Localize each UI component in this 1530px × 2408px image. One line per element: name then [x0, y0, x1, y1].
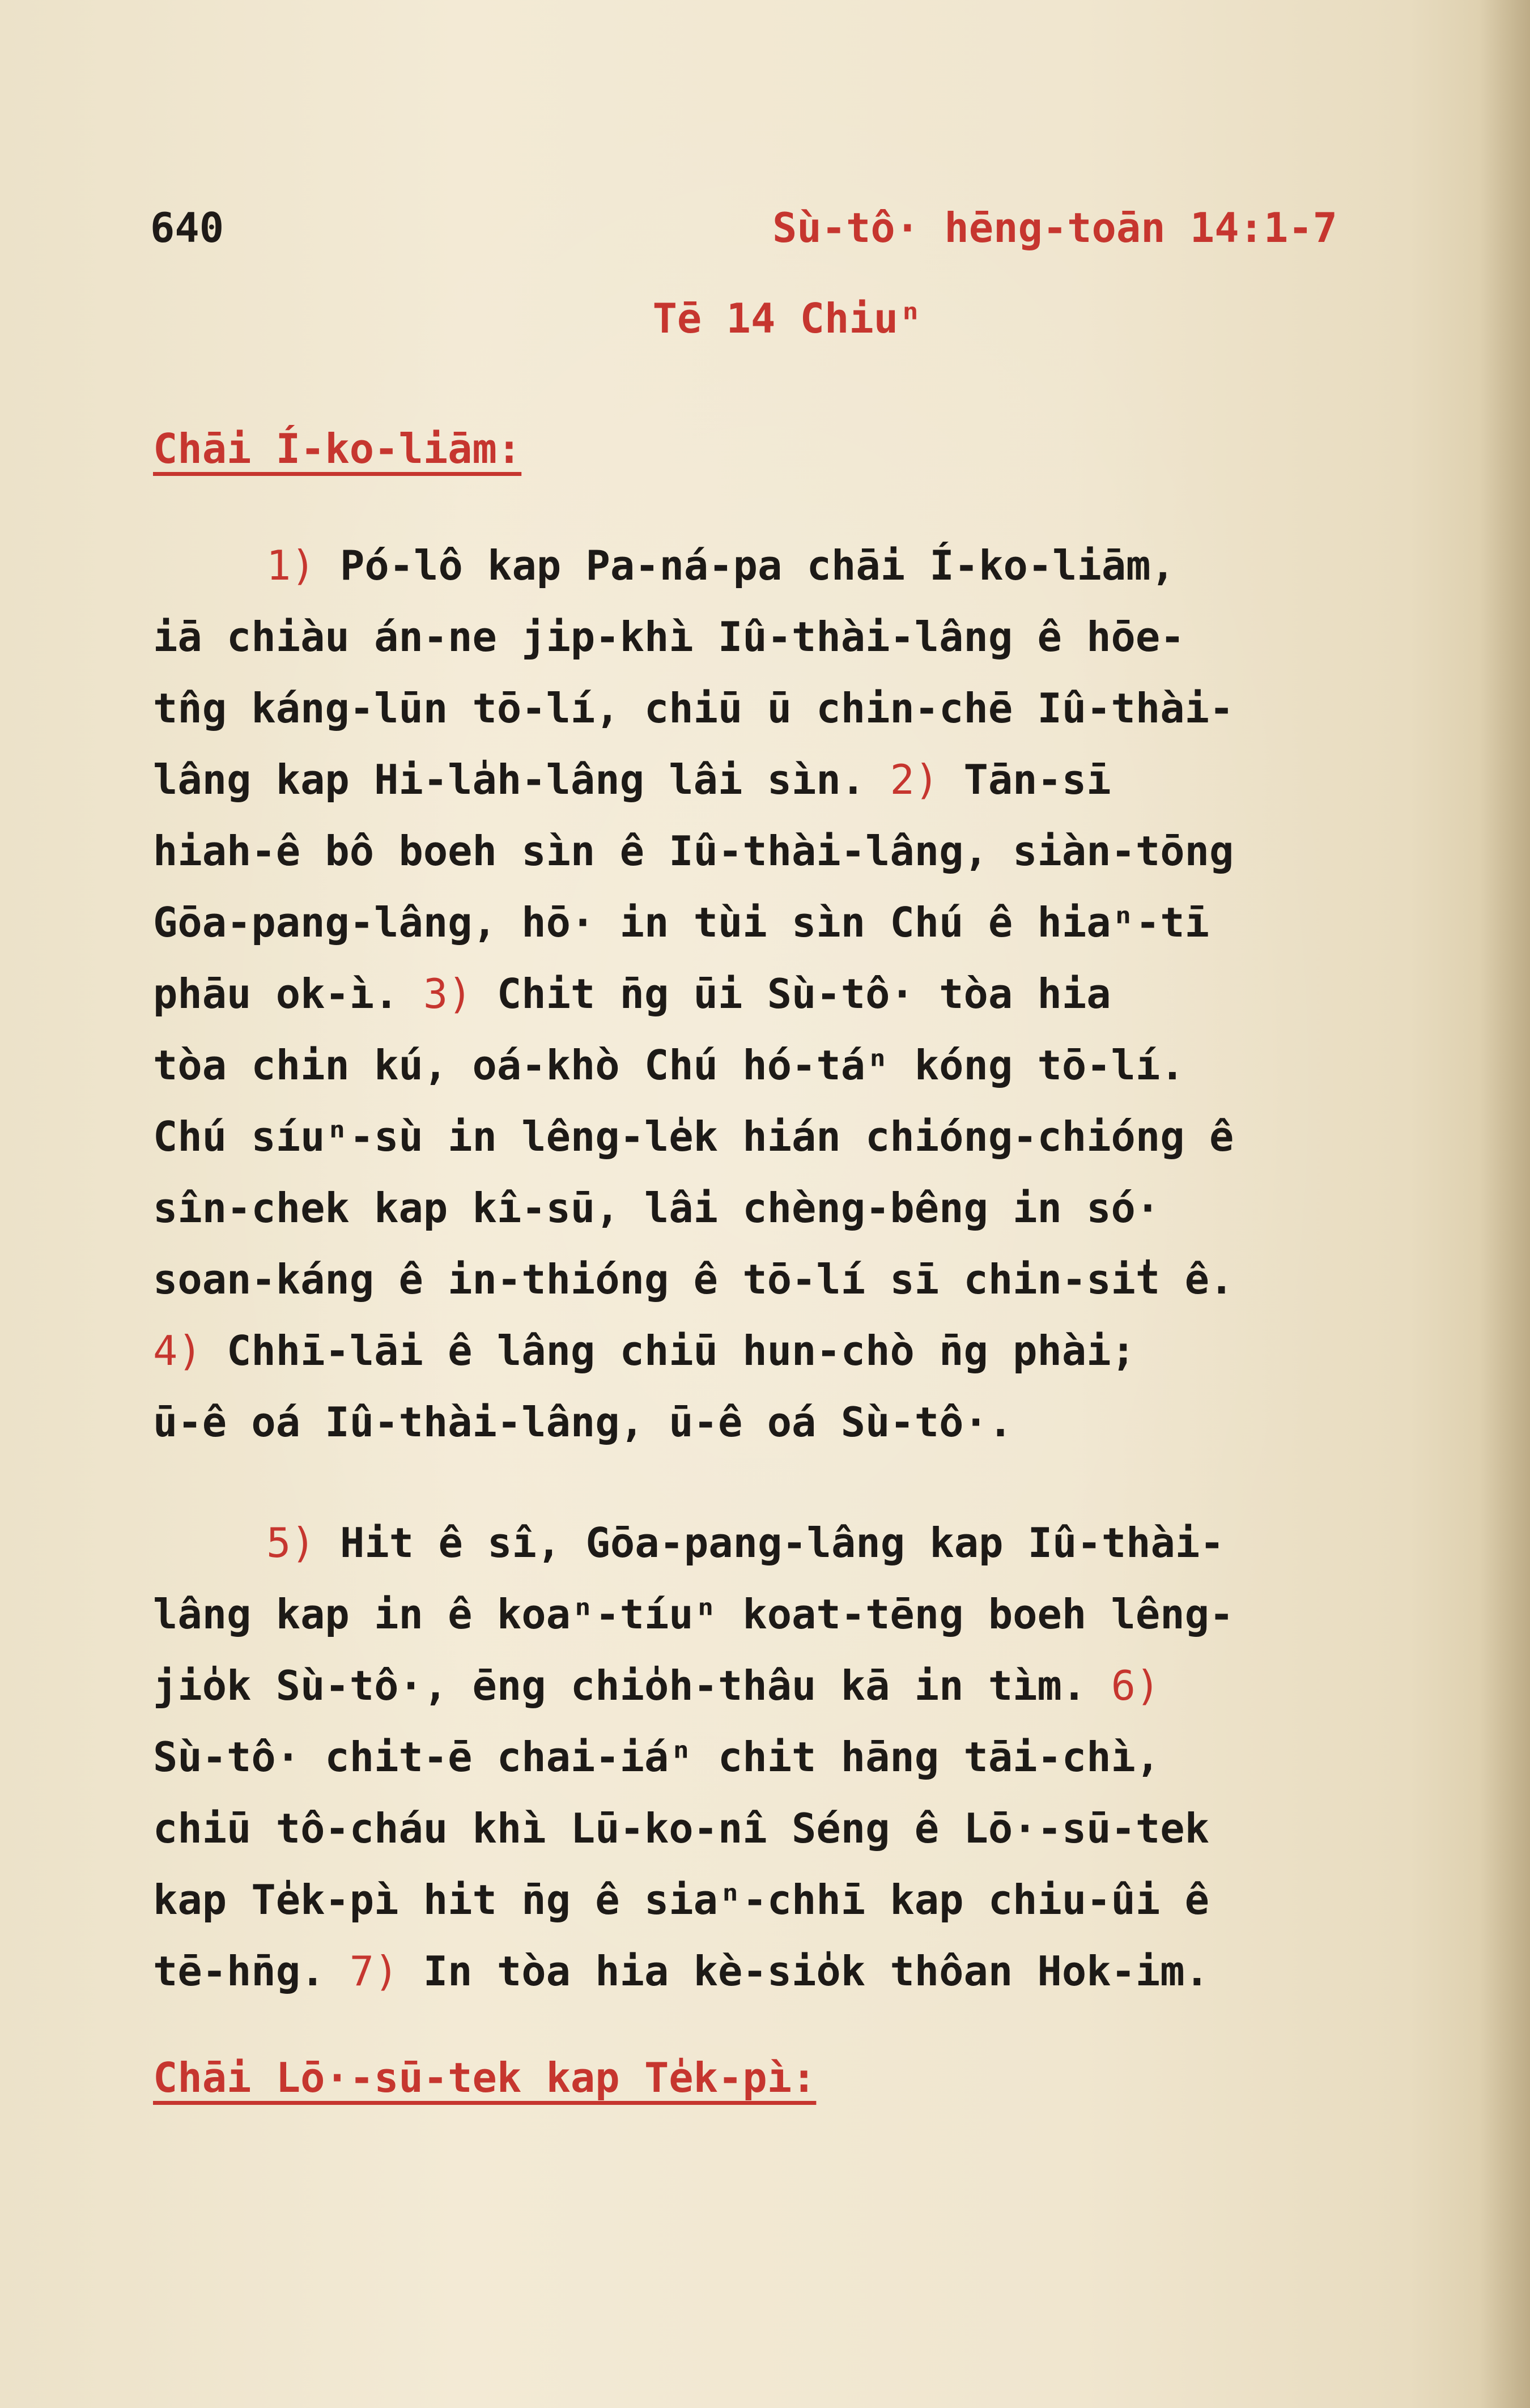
- text-line: [153, 958, 1422, 1029]
- text-line: [153, 1935, 1422, 2007]
- text-line: [153, 744, 1422, 815]
- text-line: [153, 815, 1422, 887]
- chapter-title: Tē 14 Chiuⁿ: [652, 295, 923, 342]
- page-number: 640: [150, 204, 224, 252]
- verse-number: 3): [423, 970, 473, 1018]
- text-line: [153, 1386, 1422, 1458]
- verse-text: Gōa-pang-lâng, hō· in tùi sìn Chú ê hiaⁿ-tī: [153, 899, 1209, 946]
- verse-text: soan-káng ê in-thióng ê tō-lí sī chin-si̍t ê.: [153, 1256, 1234, 1303]
- text-line: [153, 1507, 1422, 1579]
- verse-number: 1): [266, 542, 316, 589]
- text-line: [153, 1172, 1422, 1244]
- text-line: [153, 1864, 1422, 1935]
- text-line: [153, 1244, 1422, 1315]
- text-line: [153, 530, 1422, 601]
- verse-text: hiah-ê bô boeh sìn ê Iû-thài-lâng, siàn-tōng: [153, 827, 1234, 875]
- verse-text: Tān-sī: [939, 756, 1111, 803]
- text-line: [153, 887, 1422, 958]
- verse-text: Chit n̄g ūi Sù-tô· tòa hia: [472, 970, 1111, 1018]
- verse-text: kap Te̍k-pì hit n̄g ê siaⁿ-chhī kap chiu-ûi ê: [153, 1876, 1209, 1924]
- verse-text: Sù-tô· chit-ē chai-iáⁿ chit hāng tāi-chì,: [153, 1733, 1161, 1781]
- page-header: [150, 204, 1337, 266]
- text-line: [153, 601, 1422, 673]
- verse-number: 2): [890, 756, 940, 803]
- verse-number: 6): [1111, 1662, 1161, 1709]
- verse-text: Pó-lô kap Pa-ná-pa chāi Í-ko-liām,: [315, 542, 1175, 589]
- text-line: [153, 673, 1422, 744]
- running-head: Sù-tô· hēng-toān 14:1-7: [772, 204, 1337, 252]
- verse-text: ū-ê oá Iû-thài-lâng, ū-ê oá Sù-tô·.: [153, 1398, 1013, 1446]
- verse-text: sîn-chek kap kî-sū, lâi chèng-bêng in só·: [153, 1184, 1161, 1232]
- verse-text: Chú síuⁿ-sù in lêng-le̍k hián chióng-chióng ê: [153, 1113, 1234, 1160]
- verse-text: tòa chin kú, oá-khò Chú hó-táⁿ kóng tō-lí.: [153, 1041, 1185, 1089]
- text-line: [153, 1315, 1422, 1386]
- page-edge-shadow: [1479, 0, 1530, 2408]
- section-heading-ikoliam: Chāi Í-ko-liām:: [153, 425, 522, 473]
- text-line: [153, 1721, 1422, 1793]
- text-line: [153, 1579, 1422, 1650]
- verse-text: jio̍k Sù-tô·, ēng chio̍h-thâu kā in tìm.: [153, 1662, 1111, 1709]
- text-line: [153, 1793, 1422, 1864]
- verse-text: tē-hn̄g.: [153, 1947, 350, 1995]
- verse-text: tn̂g káng-lūn tō-lí, chiū ū chin-chē Iû-thài-: [153, 684, 1234, 732]
- paragraph-2: [153, 1507, 1422, 2007]
- verse-text: chiū tô-cháu khì Lū-ko-nî Séng ê Lō·-sū-tek: [153, 1805, 1209, 1852]
- section-heading-lostra-derbe: Chāi Lō·-sū-tek kap Te̍k-pì:: [153, 2054, 817, 2101]
- verse-number: 5): [266, 1519, 316, 1567]
- verse-text: lâng kap in ê koaⁿ-tíuⁿ koat-tēng boeh lêng-: [153, 1590, 1234, 1638]
- verse-text: Hit ê sî, Gōa-pang-lâng kap Iû-thài-: [315, 1519, 1225, 1567]
- verse-text: Chhī-lāi ê lâng chiū hun-chò n̄g phài;: [202, 1327, 1136, 1375]
- paragraph-1: [153, 530, 1422, 1458]
- verse-text: In tòa hia kè-sio̍k thôan Hok-im.: [398, 1947, 1209, 1995]
- verse-number: 7): [349, 1947, 399, 1995]
- verse-text: iā chiàu án-ne jip-khì Iû-thài-lâng ê hōe-: [153, 613, 1185, 661]
- text-line: [153, 1029, 1422, 1101]
- verse-text: lâng kap Hi-la̍h-lâng lâi sìn.: [153, 756, 890, 803]
- verse-number: 4): [153, 1327, 202, 1375]
- verse-text: phāu ok-ì.: [153, 970, 423, 1018]
- text-line: [153, 1101, 1422, 1172]
- text-line: [153, 1650, 1422, 1721]
